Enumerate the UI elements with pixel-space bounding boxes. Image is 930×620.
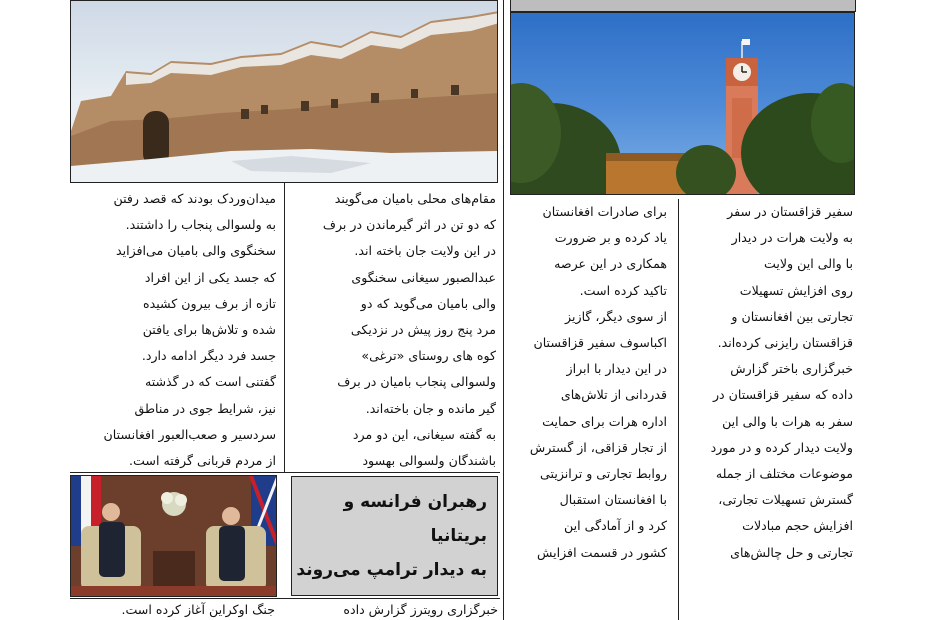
- text-line: عبدالصبور سیغانی سخنگوی: [351, 269, 496, 285]
- text-line: اکباسوف سفیر قزاقستان: [533, 335, 667, 351]
- text-line: کشور در قسمت افزایش: [537, 544, 667, 560]
- section-divider: [70, 598, 500, 599]
- text-line: یاد کرده و بر ضرورت: [554, 230, 667, 246]
- text-line: از سوی دیگر، گازیز: [565, 308, 667, 324]
- text-line: کوه های روستای «ترغی»: [361, 348, 496, 364]
- text-line: روابط تجارتی و ترانزیتی: [540, 466, 667, 482]
- leaders-meeting-photo: [70, 475, 277, 597]
- text-line: تجارتی و حل چالش‌های: [730, 544, 853, 560]
- text-line: مقام‌های محلی بامیان می‌گویند: [334, 191, 496, 206]
- text-line: باشندگان ولسوالی بهسود: [362, 453, 496, 469]
- text-line: ولسوالی پنجاب بامیان در برف: [337, 374, 496, 390]
- headline-line: رهبران فرانسه و بریتانیا: [343, 492, 487, 546]
- leaders-illustration: [71, 476, 277, 597]
- bamiyan-cliffs-photo: [70, 0, 498, 183]
- kazakhstan-article-column-1: [690, 199, 853, 566]
- text-line: تازه از برف بیرون کشیده: [143, 295, 276, 311]
- text-line: موضوعات مختلف از جمله: [715, 466, 853, 482]
- text-line: تاکید کرده است.: [579, 282, 667, 298]
- tower-illustration: [511, 13, 855, 195]
- text-line: شده و تلاش‌ها برای یافتن: [142, 322, 276, 338]
- text-line: نیز، شرایط جوی در مناطق: [134, 400, 276, 416]
- text-line: مرد پنج روز پیش در نزدیکی: [350, 322, 496, 338]
- column-divider: [503, 0, 504, 620]
- text-line: افزایش حجم مبادلات: [742, 518, 853, 534]
- text-line: تجارتی بین افغانستان و: [731, 308, 853, 324]
- text-line: برای صادرات افغانستان: [542, 204, 667, 219]
- text-line: همکاری در این عرصه: [554, 256, 667, 272]
- top-section-bar: [510, 0, 856, 12]
- text-line: روی افزایش تسهیلات: [739, 282, 853, 298]
- clock-tower-photo: [510, 12, 855, 195]
- text-line: گفتنی است که در گذشته: [144, 374, 276, 390]
- text-line: با والی این ولایت: [764, 256, 853, 272]
- leaders-headline-box: [291, 476, 498, 596]
- bamiyan-article-column-2: [72, 186, 276, 474]
- text-line: که دو تن در اثر گیرماندن در برف: [322, 217, 496, 233]
- bamiyan-article-column-1: [290, 186, 496, 474]
- text-line: به گفته سیغانی، این دو مرد: [352, 426, 496, 442]
- headline-line: به دیدار ترامپ می‌روند: [296, 560, 487, 580]
- text-line: سفیر قزاقستان در سفر: [727, 204, 853, 219]
- text-line: به ولایت هرات در دیدار: [731, 230, 853, 246]
- text-line: در این ولایت جان باخته اند.: [354, 243, 496, 259]
- text-line: با افغانستان استقبال: [559, 492, 667, 508]
- text-line: میدان‌وردک بودند که قصد رفتن: [113, 191, 276, 206]
- text-line: جسد فرد دیگر ادامه دارد.: [141, 348, 276, 364]
- leaders-article-text-left: جنگ اوکراین آغاز کرده است.: [121, 602, 275, 617]
- text-line: در این دیدار با ابراز: [566, 361, 667, 377]
- text-line: والی بامیان می‌گوید که دو: [360, 295, 496, 311]
- text-line: خبرگزاری باختر گزارش: [730, 361, 853, 377]
- text-line: از مردم قربانی گرفته است.: [129, 453, 276, 469]
- kazakhstan-article-column-2: [513, 199, 667, 566]
- cliff-illustration: [71, 1, 498, 183]
- text-line: داده که سفیر قزاقستان در: [712, 387, 853, 403]
- text-line: کرد و از آمادگی این: [563, 518, 667, 534]
- text-line: اداره هرات برای حمایت: [542, 413, 667, 429]
- text-line: قزاقستان رایزنی کرده‌اند.: [717, 335, 853, 351]
- text-line: سخنگوی والی بامیان می‌افزاید: [115, 243, 276, 259]
- text-line: گیر مانده و جان باخته‌اند.: [365, 400, 496, 416]
- text-line: که جسد یکی از این افراد: [144, 269, 276, 285]
- text-line: سفر به هرات با والی این: [722, 413, 853, 429]
- column-divider: [284, 183, 285, 473]
- text-line: سردسیر و صعب‌العبور افغانستان: [103, 426, 276, 442]
- text-line: از تجار قزاقی، از گسترش: [529, 439, 667, 455]
- text-line: قدردانی از تلاش‌های: [560, 387, 667, 403]
- text-line: به ولسوالی پنجاب را داشتند.: [125, 217, 276, 233]
- text-line: گسترش تسهیلات تجارتی،: [718, 492, 853, 508]
- text-line: ولایت دیدار کرده و در مورد: [710, 439, 853, 455]
- leaders-article-text-start: خبرگزاری رویترز گزارش داده: [343, 602, 498, 617]
- column-divider: [678, 199, 679, 620]
